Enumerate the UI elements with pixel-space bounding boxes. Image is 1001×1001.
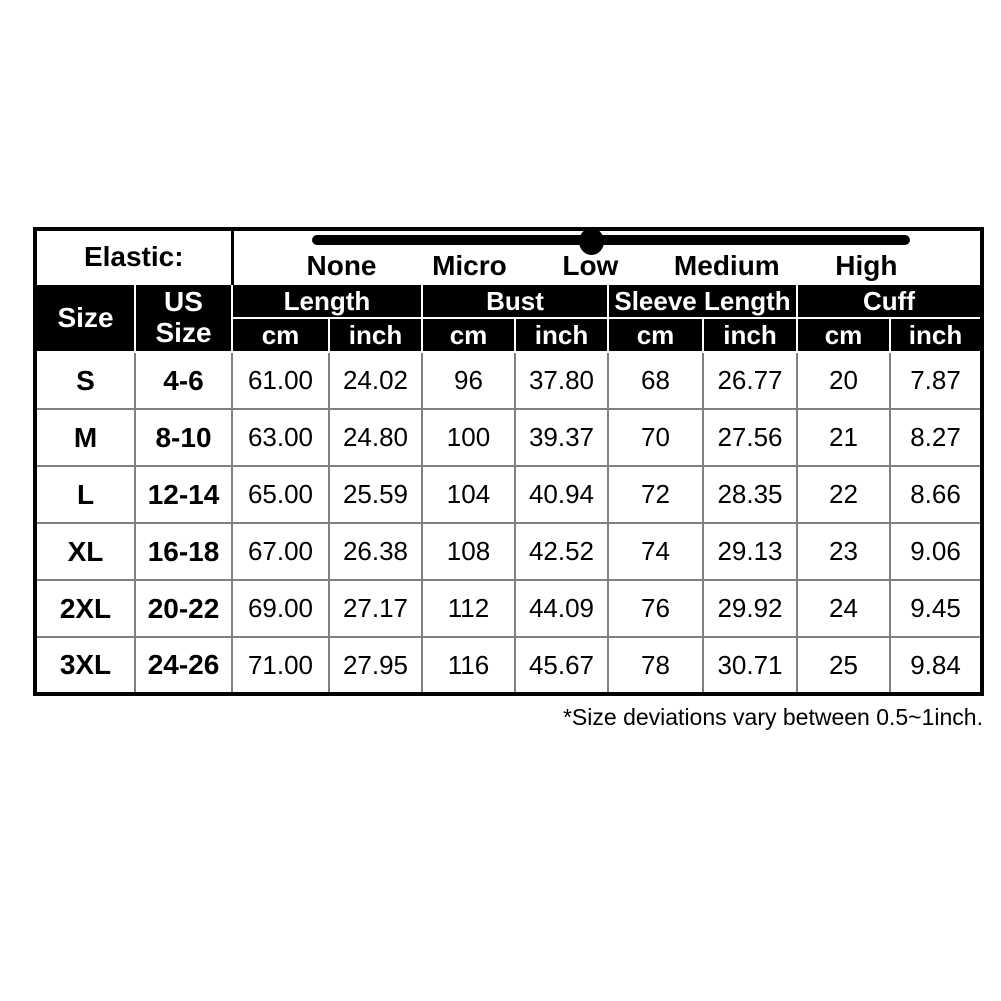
cell-length-inch: 24.02 (329, 352, 422, 409)
cell-length-inch: 27.17 (329, 580, 422, 637)
table-row-l (35, 466, 982, 523)
cell-length-inch: 26.38 (329, 523, 422, 580)
size-deviation-footnote: *Size deviations vary between 0.5~1inch. (562, 704, 983, 730)
cell-length-cm: 69.00 (232, 580, 329, 637)
cell-bust-inch: 39.37 (515, 409, 608, 466)
cell-cuff-cm: 24 (797, 580, 890, 637)
unit-header-bust-cm: cm (422, 318, 515, 352)
cell-cuff-cm: 23 (797, 523, 890, 580)
table-row-s (35, 352, 982, 409)
cell-size: 3XL (35, 637, 135, 694)
cell-cuff-inch: 8.66 (890, 466, 982, 523)
cell-us-size: 8-10 (135, 409, 232, 466)
cell-bust-cm: 104 (422, 466, 515, 523)
elastic-level-micro: Micro (432, 250, 507, 281)
cell-length-inch: 27.95 (329, 637, 422, 694)
table-row-xl (35, 523, 982, 580)
cell-sleeve-inch: 29.13 (703, 523, 797, 580)
unit-header-length-cm: cm (232, 318, 329, 352)
cell-sleeve-cm: 70 (608, 409, 703, 466)
cell-sleeve-inch: 27.56 (703, 409, 797, 466)
cell-bust-cm: 96 (422, 352, 515, 409)
cell-size: S (35, 352, 135, 409)
cell-sleeve-inch: 28.35 (703, 466, 797, 523)
cell-cuff-inch: 9.45 (890, 580, 982, 637)
cell-us-size: 20-22 (135, 580, 232, 637)
table-row-m (35, 409, 982, 466)
elastic-slider-track (312, 235, 910, 245)
table-row-2xl (35, 580, 982, 637)
elastic-level-high: High (835, 250, 898, 281)
cell-bust-inch: 44.09 (515, 580, 608, 637)
group-header-row (35, 284, 982, 318)
cell-size: XL (35, 523, 135, 580)
cell-size: 2XL (35, 580, 135, 637)
cell-us-size: 4-6 (135, 352, 232, 409)
cell-bust-cm: 112 (422, 580, 515, 637)
cell-bust-cm: 100 (422, 409, 515, 466)
cell-cuff-cm: 22 (797, 466, 890, 523)
elastic-slider (232, 229, 982, 284)
cell-length-inch: 24.80 (329, 409, 422, 466)
cell-size: L (35, 466, 135, 523)
cell-us-size: 24-26 (135, 637, 232, 694)
elastic-label: Elastic: (35, 229, 232, 284)
cell-cuff-cm: 20 (797, 352, 890, 409)
elastic-level-labels (307, 252, 898, 280)
column-header-cuff: Cuff (797, 284, 982, 318)
cell-sleeve-cm: 72 (608, 466, 703, 523)
cell-cuff-inch: 8.27 (890, 409, 982, 466)
unit-header-length-inch: inch (329, 318, 422, 352)
cell-length-cm: 67.00 (232, 523, 329, 580)
column-header-bust: Bust (422, 284, 608, 318)
cell-length-cm: 61.00 (232, 352, 329, 409)
cell-sleeve-cm: 74 (608, 523, 703, 580)
unit-header-cuff-inch: inch (890, 318, 982, 352)
column-header-sleeve-length: Sleeve Length (608, 284, 797, 318)
cell-bust-cm: 116 (422, 637, 515, 694)
unit-header-sleeve-inch: inch (703, 318, 797, 352)
unit-header-sleeve-cm: cm (608, 318, 703, 352)
elastic-level-medium: Medium (673, 250, 780, 281)
cell-bust-cm: 108 (422, 523, 515, 580)
cell-cuff-inch: 7.87 (890, 352, 982, 409)
cell-us-size: 16-18 (135, 523, 232, 580)
cell-sleeve-cm: 76 (608, 580, 703, 637)
column-header-length: Length (232, 284, 422, 318)
cell-cuff-cm: 25 (797, 637, 890, 694)
unit-header-bust-inch: inch (515, 318, 608, 352)
cell-bust-inch: 40.94 (515, 466, 608, 523)
cell-cuff-inch: 9.06 (890, 523, 982, 580)
cell-sleeve-cm: 78 (608, 637, 703, 694)
cell-bust-inch: 45.67 (515, 637, 608, 694)
cell-cuff-cm: 21 (797, 409, 890, 466)
cell-us-size: 12-14 (135, 466, 232, 523)
cell-sleeve-inch: 29.92 (703, 580, 797, 637)
table-row-3xl (35, 637, 982, 694)
unit-header-cuff-cm: cm (797, 318, 890, 352)
column-header-us-size: US Size (135, 284, 232, 352)
elastic-level-none: None (306, 250, 377, 281)
cell-length-inch: 25.59 (329, 466, 422, 523)
elastic-level-low: Low (562, 250, 619, 281)
cell-cuff-inch: 9.84 (890, 637, 982, 694)
cell-sleeve-cm: 68 (608, 352, 703, 409)
cell-sleeve-inch: 26.77 (703, 352, 797, 409)
cell-length-cm: 65.00 (232, 466, 329, 523)
size-chart-table (33, 227, 984, 696)
elastic-row (35, 229, 982, 284)
cell-sleeve-inch: 30.71 (703, 637, 797, 694)
cell-size: M (35, 409, 135, 466)
cell-length-cm: 63.00 (232, 409, 329, 466)
cell-bust-inch: 37.80 (515, 352, 608, 409)
column-header-size: Size (35, 284, 135, 352)
cell-length-cm: 71.00 (232, 637, 329, 694)
cell-bust-inch: 42.52 (515, 523, 608, 580)
